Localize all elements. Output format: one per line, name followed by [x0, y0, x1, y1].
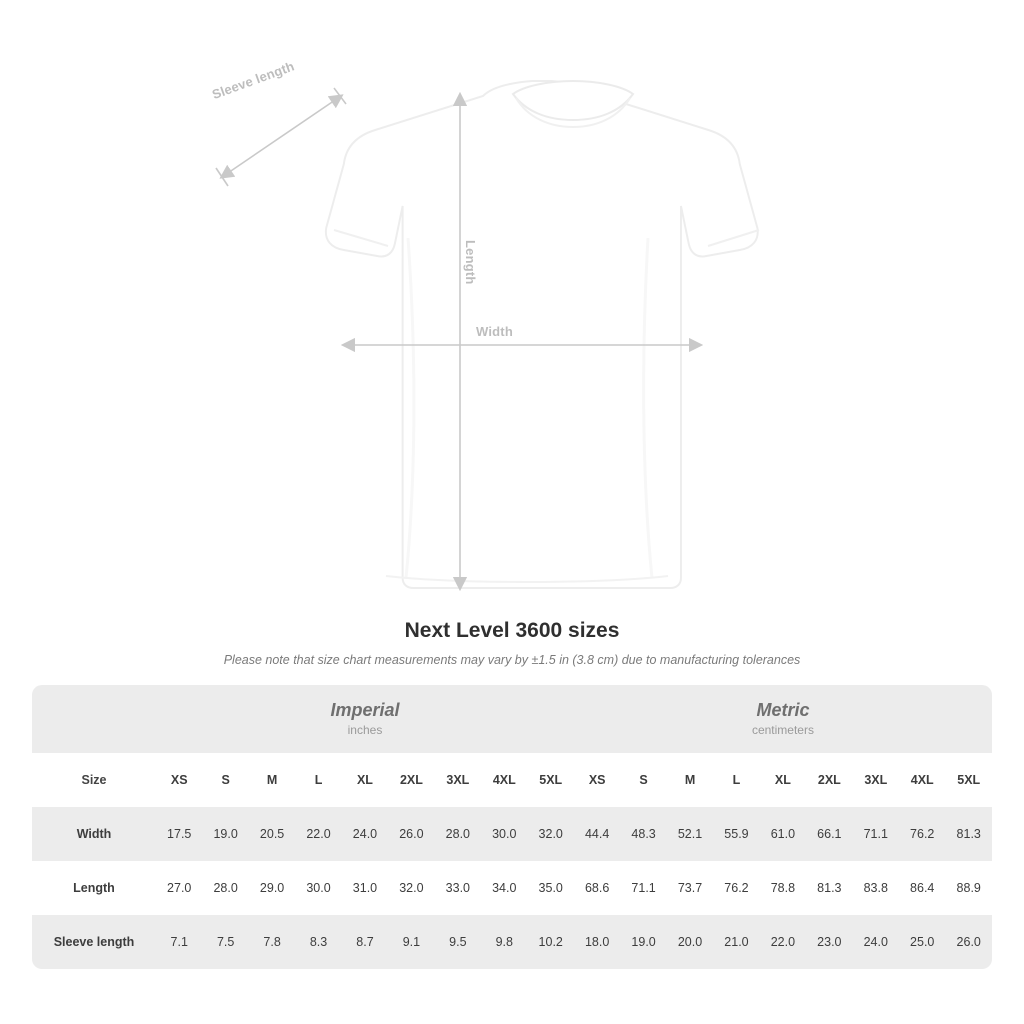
- cell-length-imperial-l: 30.0: [306, 881, 331, 895]
- cell-sleeve-length-imperial-m: 7.8: [249, 915, 295, 969]
- size-header-imperial-s: S: [202, 753, 248, 807]
- cell-width-imperial-xl: 24.0: [342, 807, 388, 861]
- cell-width-imperial-3xl: 28.0: [435, 807, 481, 861]
- cell-width-metric-m: 52.1: [667, 807, 713, 861]
- size-header-metric-m: M: [667, 753, 713, 807]
- tolerance-note: Please note that size chart measurements may vary by ±1.5 in (3.8 cm) due to manufacturing tolerances: [223, 653, 801, 667]
- cell-length-imperial-5xl: 35.0: [538, 881, 563, 895]
- row-label: Width: [32, 807, 156, 861]
- size-header-metric-s: S: [620, 753, 666, 807]
- row-label: Length: [73, 881, 115, 895]
- cell-width-metric-l: 55.9: [713, 807, 759, 861]
- table-row: [32, 915, 992, 969]
- cell-length-imperial-2xl: 32.0: [399, 881, 424, 895]
- cell-length-metric-s: 71.1: [631, 881, 656, 895]
- cell-length-imperial-xl: 31.0: [352, 881, 378, 895]
- cell-length-imperial-3xl: 33.0: [445, 881, 471, 895]
- cell-width-metric-2xl: 66.1: [806, 807, 852, 861]
- title-block: [0, 619, 1024, 667]
- unit-metric-name: Metric: [756, 699, 810, 720]
- unit-banner-row: [32, 685, 992, 753]
- cell-width-imperial-2xl: 26.0: [388, 807, 434, 861]
- cell-width-imperial-s: 19.0: [202, 807, 248, 861]
- cell-length-metric-5xl: 88.9: [956, 881, 981, 895]
- cell-length-imperial-m: 29.0: [259, 881, 285, 895]
- cell-width-imperial-xs: 17.5: [156, 807, 202, 861]
- size-header-row: [32, 753, 992, 807]
- unit-imperial-name: Imperial: [330, 699, 400, 720]
- cell-sleeve-length-metric-5xl: 26.0: [945, 915, 992, 969]
- cell-sleeve-length-imperial-5xl: 10.2: [528, 915, 574, 969]
- cell-length-metric-l: 76.2: [724, 881, 749, 895]
- cell-sleeve-length-imperial-4xl: 9.8: [481, 915, 527, 969]
- cell-sleeve-length-metric-xs: 18.0: [574, 915, 620, 969]
- cell-sleeve-length-metric-l: 21.0: [713, 915, 759, 969]
- cell-length-metric-m: 73.7: [677, 881, 703, 895]
- cell-length-imperial-xs: 27.0: [167, 881, 192, 895]
- cell-width-imperial-4xl: 30.0: [481, 807, 527, 861]
- cell-sleeve-length-metric-m: 20.0: [667, 915, 713, 969]
- cell-width-metric-xs: 44.4: [574, 807, 620, 861]
- cell-length-metric-2xl: 81.3: [817, 881, 842, 895]
- unit-metric-cell: [574, 685, 992, 753]
- size-header-imperial-3xl: 3XL: [435, 753, 481, 807]
- cell-sleeve-length-imperial-l: 8.3: [295, 915, 341, 969]
- cell-length-metric-xs: 68.6: [584, 881, 610, 895]
- cell-sleeve-length-imperial-xs: 7.1: [156, 915, 202, 969]
- size-header-metric-xl: XL: [760, 753, 806, 807]
- size-header-imperial-4xl: 4XL: [481, 753, 527, 807]
- cell-sleeve-length-imperial-3xl: 9.5: [435, 915, 481, 969]
- cell-sleeve-length-imperial-xl: 8.7: [342, 915, 388, 969]
- label-sleeve-length: Sleeve length: [210, 58, 297, 103]
- unit-blank-cell: [32, 685, 156, 753]
- cell-length-metric-xl: 78.8: [770, 881, 796, 895]
- label-width: Width: [476, 324, 513, 339]
- size-header-imperial-xl: XL: [342, 753, 388, 807]
- cell-width-metric-xl: 61.0: [760, 807, 806, 861]
- size-header-metric-4xl: 4XL: [899, 753, 945, 807]
- size-header-metric-5xl: 5XL: [945, 753, 992, 807]
- size-header-imperial-2xl: 2XL: [388, 753, 434, 807]
- size-header-metric-xs: XS: [574, 753, 620, 807]
- size-header-label: Size: [32, 753, 156, 807]
- table-row: [32, 861, 992, 915]
- cell-width-metric-5xl: 81.3: [945, 807, 992, 861]
- size-table-area: [0, 685, 1024, 969]
- cell-width-metric-4xl: 76.2: [899, 807, 945, 861]
- cell-length-imperial-s: 28.0: [213, 881, 238, 895]
- cell-sleeve-length-metric-3xl: 24.0: [853, 915, 899, 969]
- unit-imperial-cell: [156, 685, 574, 753]
- cell-sleeve-length-metric-xl: 22.0: [760, 915, 806, 969]
- cell-width-imperial-l: 22.0: [295, 807, 341, 861]
- unit-imperial-sub: inches: [347, 723, 383, 738]
- cell-sleeve-length-metric-4xl: 25.0: [899, 915, 945, 969]
- unit-metric-sub: centimeters: [751, 723, 814, 738]
- cell-width-metric-s: 48.3: [620, 807, 666, 861]
- size-header-imperial-m: M: [249, 753, 295, 807]
- size-header-metric-3xl: 3XL: [853, 753, 899, 807]
- size-header-imperial-5xl: 5XL: [528, 753, 574, 807]
- label-length: Length: [463, 240, 478, 285]
- cell-sleeve-length-metric-2xl: 23.0: [806, 915, 852, 969]
- size-header-imperial-xs: XS: [156, 753, 202, 807]
- cell-sleeve-length-imperial-s: 7.5: [202, 915, 248, 969]
- cell-length-metric-3xl: 83.8: [863, 881, 888, 895]
- cell-sleeve-length-metric-s: 19.0: [620, 915, 666, 969]
- cell-width-metric-3xl: 71.1: [853, 807, 899, 861]
- cell-length-imperial-4xl: 34.0: [492, 881, 517, 895]
- cell-length-metric-4xl: 86.4: [910, 881, 935, 895]
- cell-width-imperial-m: 20.5: [249, 807, 295, 861]
- cell-width-imperial-5xl: 32.0: [528, 807, 574, 861]
- size-header-metric-2xl: 2XL: [806, 753, 852, 807]
- page-title: Next Level 3600 sizes: [404, 619, 620, 642]
- table-row: [32, 807, 992, 861]
- row-label: Sleeve length: [32, 915, 156, 969]
- cell-sleeve-length-imperial-2xl: 9.1: [388, 915, 434, 969]
- size-header-metric-l: L: [713, 753, 759, 807]
- size-header-imperial-l: L: [295, 753, 341, 807]
- size-chart-table: [32, 685, 992, 969]
